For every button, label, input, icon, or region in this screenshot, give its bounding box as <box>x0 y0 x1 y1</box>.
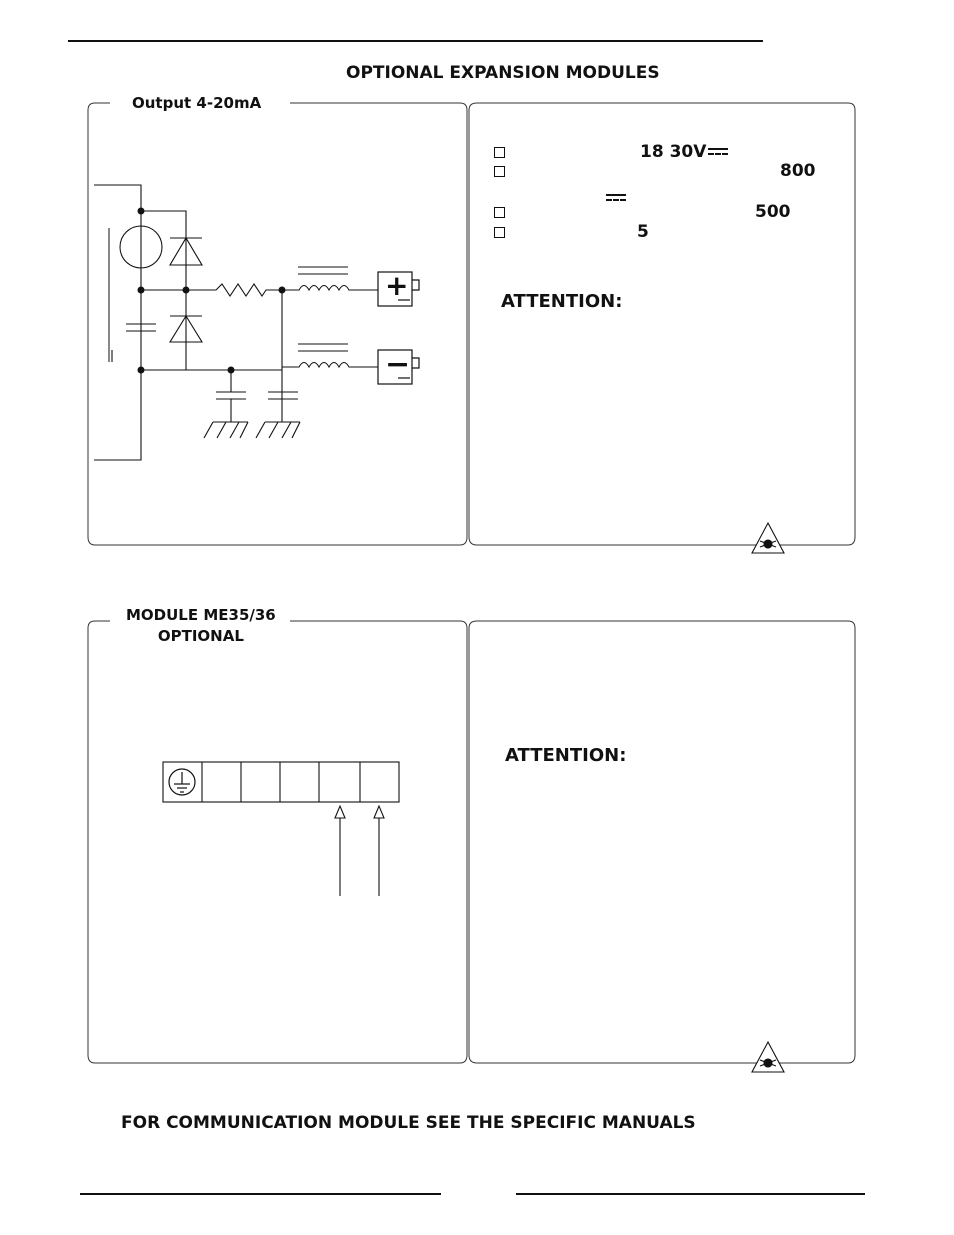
module-attention: ATTENTION: <box>505 745 627 766</box>
input-arrows <box>335 806 384 896</box>
dc-symbol-icon <box>604 187 626 206</box>
page-heading: OPTIONAL EXPANSION MODULES <box>346 63 660 83</box>
spec-bullet-3-value: 500 <box>755 202 791 222</box>
dc-symbol-icon <box>708 148 728 156</box>
module-label-line1: MODULE ME35/36 <box>126 606 276 624</box>
spec-bullet-4 <box>494 222 509 242</box>
warning-icon <box>752 1042 784 1072</box>
terminal-strip <box>163 762 399 802</box>
footer-note: FOR COMMUNICATION MODULE SEE THE SPECIFIC MANUALS <box>121 1113 696 1133</box>
bottom-rule-left <box>80 1193 441 1195</box>
spec-bullet-2-value: 800 <box>780 161 816 181</box>
output-box-label: Output 4-20mA <box>126 94 267 112</box>
spec-bullet-3 <box>494 202 509 222</box>
spec-bullet-1-value: 18 30V <box>640 142 728 162</box>
upper-section-frames <box>0 0 954 560</box>
module-label-line2: OPTIONAL <box>157 627 244 645</box>
spec-bullet-2 <box>494 161 509 181</box>
spec-bullet-4-value: 5 <box>637 222 649 242</box>
output-circuit-schematic <box>94 185 378 460</box>
earth-ground-icon <box>169 769 195 795</box>
spec-attention: ATTENTION: <box>501 291 623 312</box>
terminal-plus: + <box>385 269 409 302</box>
terminal-minus: − <box>385 347 411 382</box>
warning-icon <box>752 523 784 553</box>
module-box-label <box>120 605 282 647</box>
lower-section-frames <box>0 600 954 1080</box>
spec-bullet-1 <box>494 142 509 162</box>
bottom-rule-right <box>516 1193 865 1195</box>
